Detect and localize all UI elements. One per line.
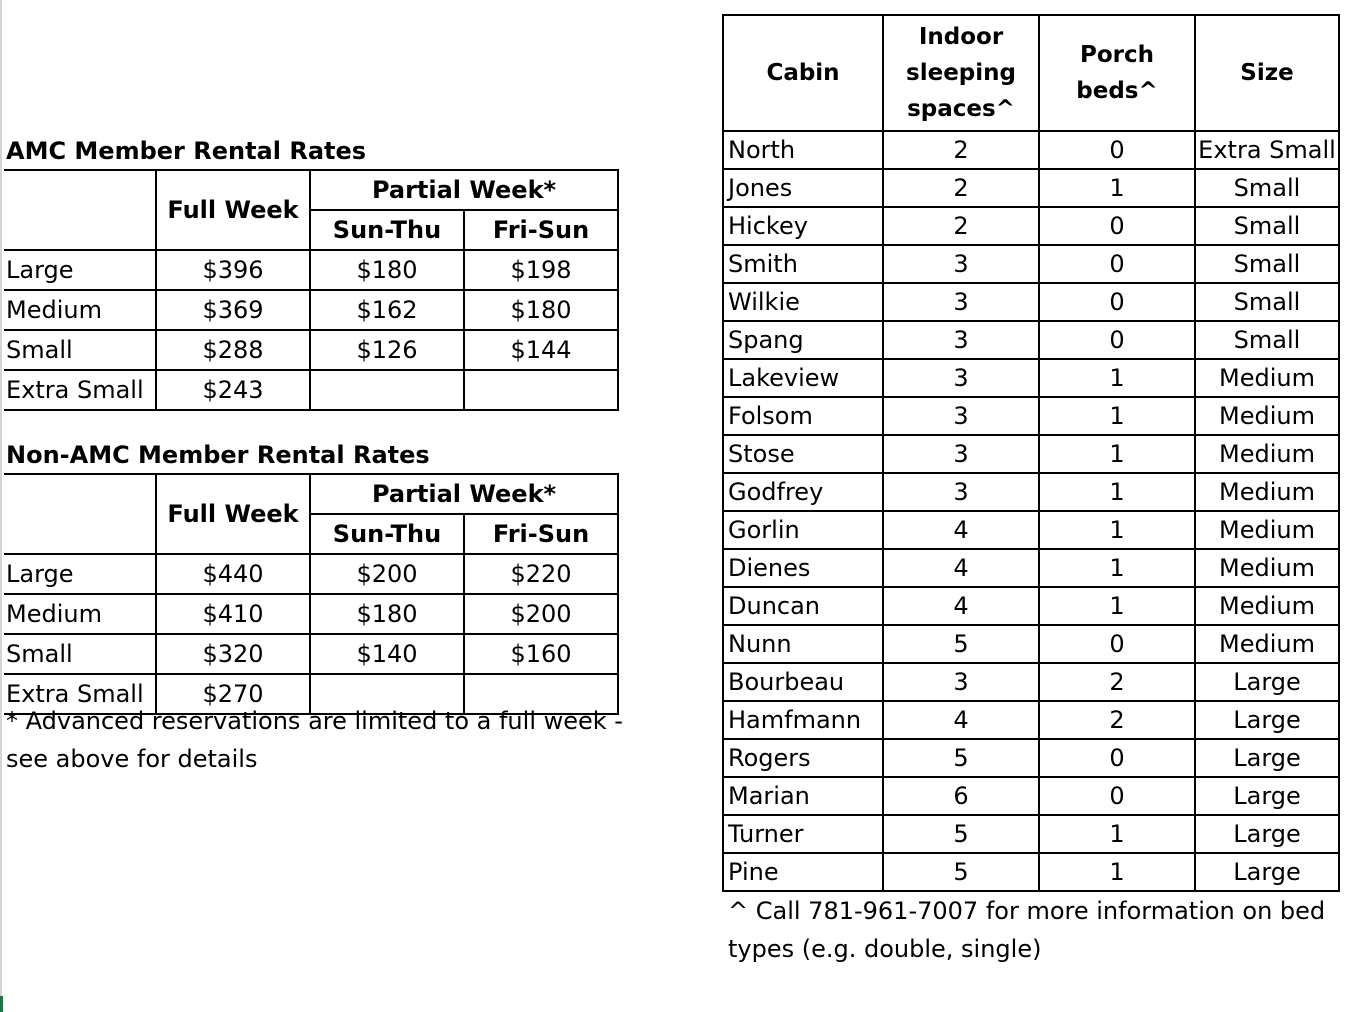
full-week-cell: $243 <box>156 370 310 410</box>
fri-sun-cell: $180 <box>464 290 618 330</box>
cabin-size-cell: Medium <box>1195 549 1339 587</box>
porch-beds-cell: 0 <box>1039 777 1195 815</box>
non-amc-header-fri-sun: Fri-Sun <box>464 514 618 554</box>
indoor-spaces-cell: 5 <box>883 625 1039 663</box>
table-row <box>723 359 1339 397</box>
full-week-cell: $440 <box>156 554 310 594</box>
cabin-size-cell: Large <box>1195 853 1339 891</box>
cabin-size-cell: Large <box>1195 663 1339 701</box>
indoor-spaces-cell: 2 <box>883 207 1039 245</box>
table-row <box>723 587 1339 625</box>
cabin-size-cell: Medium <box>1195 473 1339 511</box>
porch-beds-cell: 1 <box>1039 435 1195 473</box>
porch-beds-cell: 1 <box>1039 587 1195 625</box>
cabin-size-cell: Large <box>1195 777 1339 815</box>
sun-thu-cell: $162 <box>310 290 464 330</box>
indoor-spaces-cell: 2 <box>883 169 1039 207</box>
cabin-name-cell: Spang <box>723 321 883 359</box>
porch-beds-cell: 1 <box>1039 853 1195 891</box>
fri-sun-cell: $198 <box>464 250 618 290</box>
sun-thu-cell: $200 <box>310 554 464 594</box>
porch-beds-cell: 0 <box>1039 739 1195 777</box>
table-row <box>723 321 1339 359</box>
table-row <box>723 473 1339 511</box>
amc-rates-title: AMC Member Rental Rates <box>6 137 367 165</box>
cabin-size-cell: Large <box>1195 815 1339 853</box>
cabin-size-cell: Large <box>1195 739 1339 777</box>
cabin-size-cell: Medium <box>1195 435 1339 473</box>
full-week-cell: $288 <box>156 330 310 370</box>
porch-beds-cell: 0 <box>1039 625 1195 663</box>
porch-beds-cell: 2 <box>1039 701 1195 739</box>
indoor-spaces-cell: 4 <box>883 511 1039 549</box>
cabin-name-cell: Lakeview <box>723 359 883 397</box>
size-cell: Medium <box>4 594 156 634</box>
amc-header-blank <box>4 170 156 250</box>
header-indoor-line-1: Indoor <box>918 24 1004 50</box>
table-row <box>723 435 1339 473</box>
header-indoor-sleeping-spaces <box>883 15 1039 131</box>
porch-beds-cell: 0 <box>1039 321 1195 359</box>
size-cell: Small <box>4 330 156 370</box>
table-row <box>723 701 1339 739</box>
porch-beds-cell: 2 <box>1039 663 1195 701</box>
indoor-spaces-cell: 3 <box>883 473 1039 511</box>
non-amc-rates-title: Non-AMC Member Rental Rates <box>6 441 430 469</box>
table-row <box>4 554 618 594</box>
non-amc-header-full-week: Full Week <box>156 474 310 554</box>
header-indoor-line-3: spaces^ <box>907 96 1015 122</box>
sun-thu-cell: $180 <box>310 250 464 290</box>
cabin-name-cell: Rogers <box>723 739 883 777</box>
cabin-name-cell: Wilkie <box>723 283 883 321</box>
full-week-cell: $396 <box>156 250 310 290</box>
table-row <box>723 169 1339 207</box>
size-cell: Medium <box>4 290 156 330</box>
indoor-spaces-cell: 5 <box>883 739 1039 777</box>
porch-beds-cell: 0 <box>1039 283 1195 321</box>
table-row <box>723 815 1339 853</box>
cabin-name-cell: Turner <box>723 815 883 853</box>
size-cell: Extra Small <box>4 674 156 714</box>
cabin-size-cell: Large <box>1195 701 1339 739</box>
cabin-name-cell: Stose <box>723 435 883 473</box>
porch-beds-cell: 1 <box>1039 511 1195 549</box>
cabins-body <box>723 131 1339 891</box>
cabin-size-cell: Extra Small <box>1195 131 1339 169</box>
fri-sun-cell: $200 <box>464 594 618 634</box>
amc-header-full-week: Full Week <box>156 170 310 250</box>
table-row <box>723 397 1339 435</box>
cabin-size-cell: Small <box>1195 207 1339 245</box>
porch-beds-cell: 1 <box>1039 549 1195 587</box>
table-row <box>723 131 1339 169</box>
porch-beds-cell: 0 <box>1039 131 1195 169</box>
indoor-spaces-cell: 3 <box>883 321 1039 359</box>
indoor-spaces-cell: 6 <box>883 777 1039 815</box>
table-row <box>723 245 1339 283</box>
cabin-name-cell: Duncan <box>723 587 883 625</box>
table-row <box>4 250 618 290</box>
full-week-cell: $270 <box>156 674 310 714</box>
reservation-footnote-line-1: * Advanced reservations are limited to a full week - <box>6 707 623 735</box>
table-row <box>723 777 1339 815</box>
table-row <box>4 370 618 410</box>
indoor-spaces-cell: 5 <box>883 853 1039 891</box>
non-amc-header-row-1 <box>4 474 618 514</box>
size-cell: Extra Small <box>4 370 156 410</box>
indoor-spaces-cell: 3 <box>883 359 1039 397</box>
reservation-footnote-line-2: see above for details <box>6 745 258 773</box>
table-row <box>4 634 618 674</box>
full-week-cell: $320 <box>156 634 310 674</box>
cabin-size-cell: Medium <box>1195 625 1339 663</box>
table-row <box>723 207 1339 245</box>
header-indoor-line-2: sleeping <box>906 60 1016 86</box>
cabin-name-cell: Jones <box>723 169 883 207</box>
table-row <box>723 739 1339 777</box>
porch-beds-cell: 1 <box>1039 359 1195 397</box>
porch-beds-cell: 1 <box>1039 473 1195 511</box>
cabin-size-cell: Small <box>1195 321 1339 359</box>
cabin-name-cell: Pine <box>723 853 883 891</box>
bed-info-note-line-2: types (e.g. double, single) <box>728 935 1042 963</box>
table-row <box>723 511 1339 549</box>
amc-rates-table <box>4 169 619 411</box>
table-row <box>723 663 1339 701</box>
cabin-name-cell: Godfrey <box>723 473 883 511</box>
porch-beds-cell: 1 <box>1039 397 1195 435</box>
fri-sun-cell: $144 <box>464 330 618 370</box>
porch-beds-cell: 1 <box>1039 815 1195 853</box>
table-row <box>4 290 618 330</box>
sun-thu-cell: $140 <box>310 634 464 674</box>
full-week-cell: $369 <box>156 290 310 330</box>
indoor-spaces-cell: 4 <box>883 587 1039 625</box>
cabin-size-cell: Medium <box>1195 397 1339 435</box>
porch-beds-cell: 0 <box>1039 207 1195 245</box>
size-cell: Large <box>4 554 156 594</box>
non-amc-header-partial-week: Partial Week* <box>310 474 618 514</box>
sun-thu-cell: $180 <box>310 594 464 634</box>
cabin-name-cell: North <box>723 131 883 169</box>
indoor-spaces-cell: 5 <box>883 815 1039 853</box>
cabin-size-cell: Medium <box>1195 511 1339 549</box>
fri-sun-cell: $220 <box>464 554 618 594</box>
cabins-table <box>722 14 1340 892</box>
cabin-name-cell: Bourbeau <box>723 663 883 701</box>
table-row <box>4 330 618 370</box>
cabin-size-cell: Small <box>1195 245 1339 283</box>
header-cabin: Cabin <box>723 15 883 131</box>
cabin-name-cell: Hickey <box>723 207 883 245</box>
cabin-name-cell: Dienes <box>723 549 883 587</box>
sheet-left-border <box>0 0 2 1012</box>
table-row <box>723 625 1339 663</box>
indoor-spaces-cell: 4 <box>883 701 1039 739</box>
cabin-size-cell: Medium <box>1195 587 1339 625</box>
sun-thu-cell: $126 <box>310 330 464 370</box>
non-amc-header-blank <box>4 474 156 554</box>
bed-info-note-line-1: ^ Call 781-961-7007 for more information on bed <box>728 897 1326 925</box>
cabin-size-cell: Small <box>1195 283 1339 321</box>
amc-header-row-1 <box>4 170 618 210</box>
cabin-name-cell: Nunn <box>723 625 883 663</box>
indoor-spaces-cell: 3 <box>883 435 1039 473</box>
non-amc-rates-table <box>4 473 619 715</box>
header-size: Size <box>1195 15 1339 131</box>
cabin-size-cell: Small <box>1195 169 1339 207</box>
porch-beds-cell: 1 <box>1039 169 1195 207</box>
header-porch-beds: Porch beds^ <box>1039 15 1195 131</box>
indoor-spaces-cell: 3 <box>883 245 1039 283</box>
sun-thu-cell <box>310 370 464 410</box>
indoor-spaces-cell: 3 <box>883 283 1039 321</box>
sheet-corner-marker <box>0 996 3 1012</box>
cabin-name-cell: Smith <box>723 245 883 283</box>
full-week-cell: $410 <box>156 594 310 634</box>
amc-header-sun-thu: Sun-Thu <box>310 210 464 250</box>
cabin-name-cell: Gorlin <box>723 511 883 549</box>
indoor-spaces-cell: 3 <box>883 663 1039 701</box>
size-cell: Large <box>4 250 156 290</box>
porch-beds-cell: 0 <box>1039 245 1195 283</box>
indoor-spaces-cell: 3 <box>883 397 1039 435</box>
cabin-size-cell: Medium <box>1195 359 1339 397</box>
fri-sun-cell: $160 <box>464 634 618 674</box>
cabin-name-cell: Marian <box>723 777 883 815</box>
fri-sun-cell <box>464 370 618 410</box>
indoor-spaces-cell: 2 <box>883 131 1039 169</box>
size-cell: Small <box>4 634 156 674</box>
amc-header-partial-week: Partial Week* <box>310 170 618 210</box>
cabin-name-cell: Folsom <box>723 397 883 435</box>
cabin-name-cell: Hamfmann <box>723 701 883 739</box>
indoor-spaces-cell: 4 <box>883 549 1039 587</box>
table-row <box>4 594 618 634</box>
amc-header-fri-sun: Fri-Sun <box>464 210 618 250</box>
table-row <box>723 549 1339 587</box>
table-row <box>723 853 1339 891</box>
table-row <box>723 283 1339 321</box>
non-amc-header-sun-thu: Sun-Thu <box>310 514 464 554</box>
cabins-header-row <box>723 15 1339 131</box>
